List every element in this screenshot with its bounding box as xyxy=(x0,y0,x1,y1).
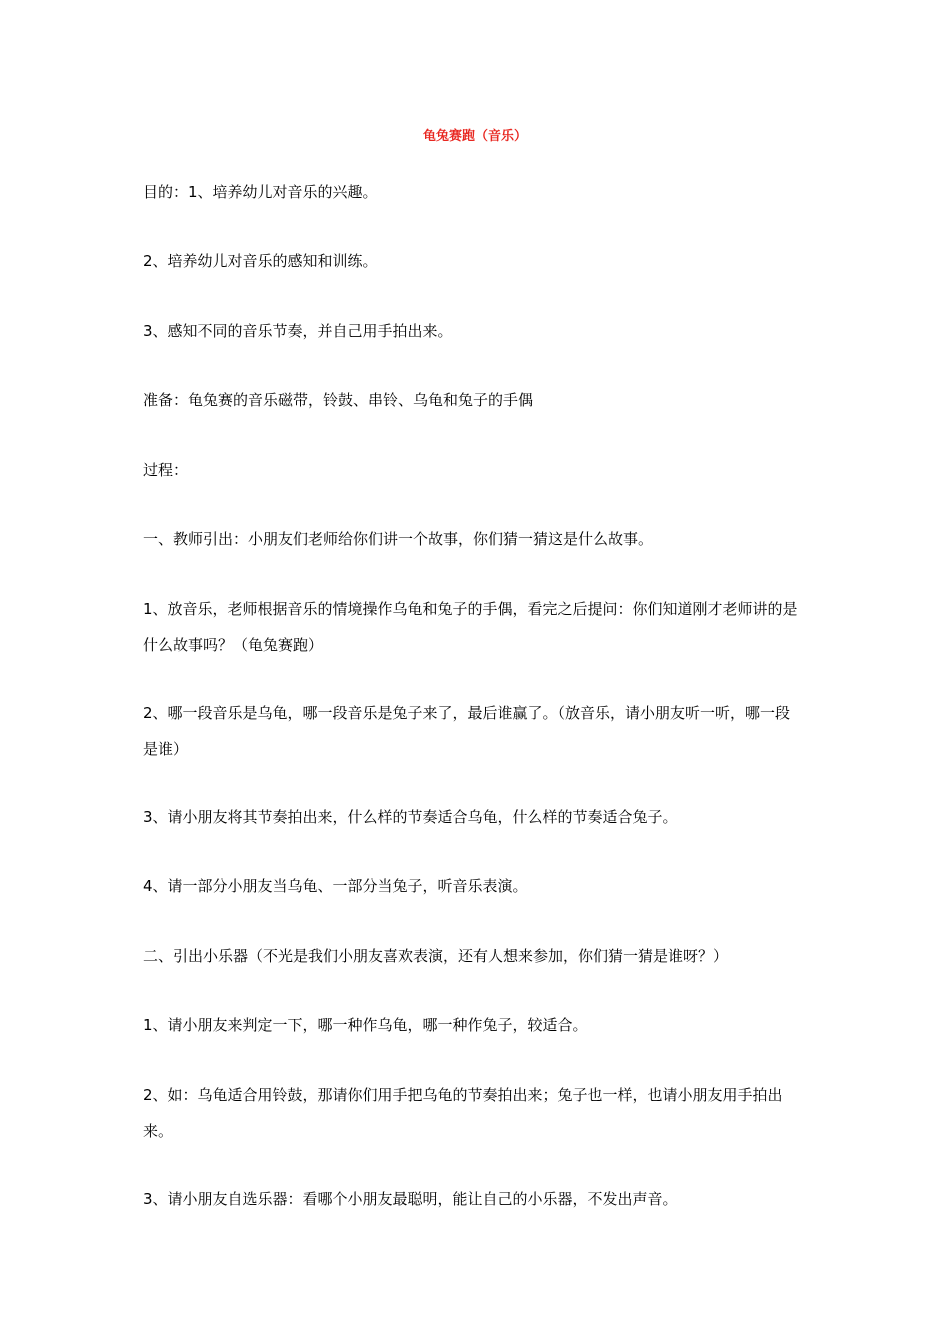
paragraph-step-2-1: 1、请小朋友来判定一下，哪一种作乌龟，哪一种作兔子，较适合。 xyxy=(143,1016,588,1034)
paragraph-section-2: 二、引出小乐器（不光是我们小朋友喜欢表演，还有人想来参加，你们猜一猜是谁呀？） xyxy=(143,947,729,965)
paragraph-goal-3: 3、感知不同的音乐节奏，并自己用手拍出来。 xyxy=(143,322,453,340)
paragraph-step-1-3: 3、请小朋友将其节奏拍出来，什么样的节奏适合乌龟，什么样的节奏适合兔子。 xyxy=(143,808,678,826)
document-title: 龟兔赛跑（音乐） xyxy=(422,129,527,144)
paragraph-step-1-1: 1、放音乐，老师根据音乐的情境操作乌龟和兔子的手偶，看完之后提问：你们知道刚才老师讲的是什么故事吗？（龟兔赛跑） xyxy=(143,600,798,654)
paragraph-preparation: 准备：龟兔赛的音乐磁带，铃鼓、串铃、乌龟和兔子的手偶 xyxy=(143,391,534,409)
paragraph-step-1-4: 4、请一部分小朋友当乌龟、一部分当兔子，听音乐表演。 xyxy=(143,877,528,895)
paragraph-section-1: 一、教师引出：小朋友们老师给你们讲一个故事，你们猜一猜这是什么故事。 xyxy=(143,530,654,548)
paragraph-step-2-2: 2、如：乌龟适合用铃鼓，那请你们用手把乌龟的节奏拍出来；兔子也一样，也请小朋友用手拍出来。 xyxy=(143,1086,783,1140)
paragraph-goal-2: 2、培养幼儿对音乐的感知和训练。 xyxy=(143,252,378,270)
paragraph-step-1-2: 2、哪一段音乐是乌龟，哪一段音乐是兔子来了，最后谁赢了。（放音乐，请小朋友听一听，哪一段是谁） xyxy=(143,704,791,758)
paragraph-process-heading: 过程： xyxy=(143,461,189,479)
paragraph-goal-1: 目的：1、培养幼儿对音乐的兴趣。 xyxy=(143,183,378,201)
paragraph-step-2-3: 3、请小朋友自选乐器：看哪个小朋友最聪明，能让自己的小乐器，不发出声音。 xyxy=(143,1190,678,1208)
